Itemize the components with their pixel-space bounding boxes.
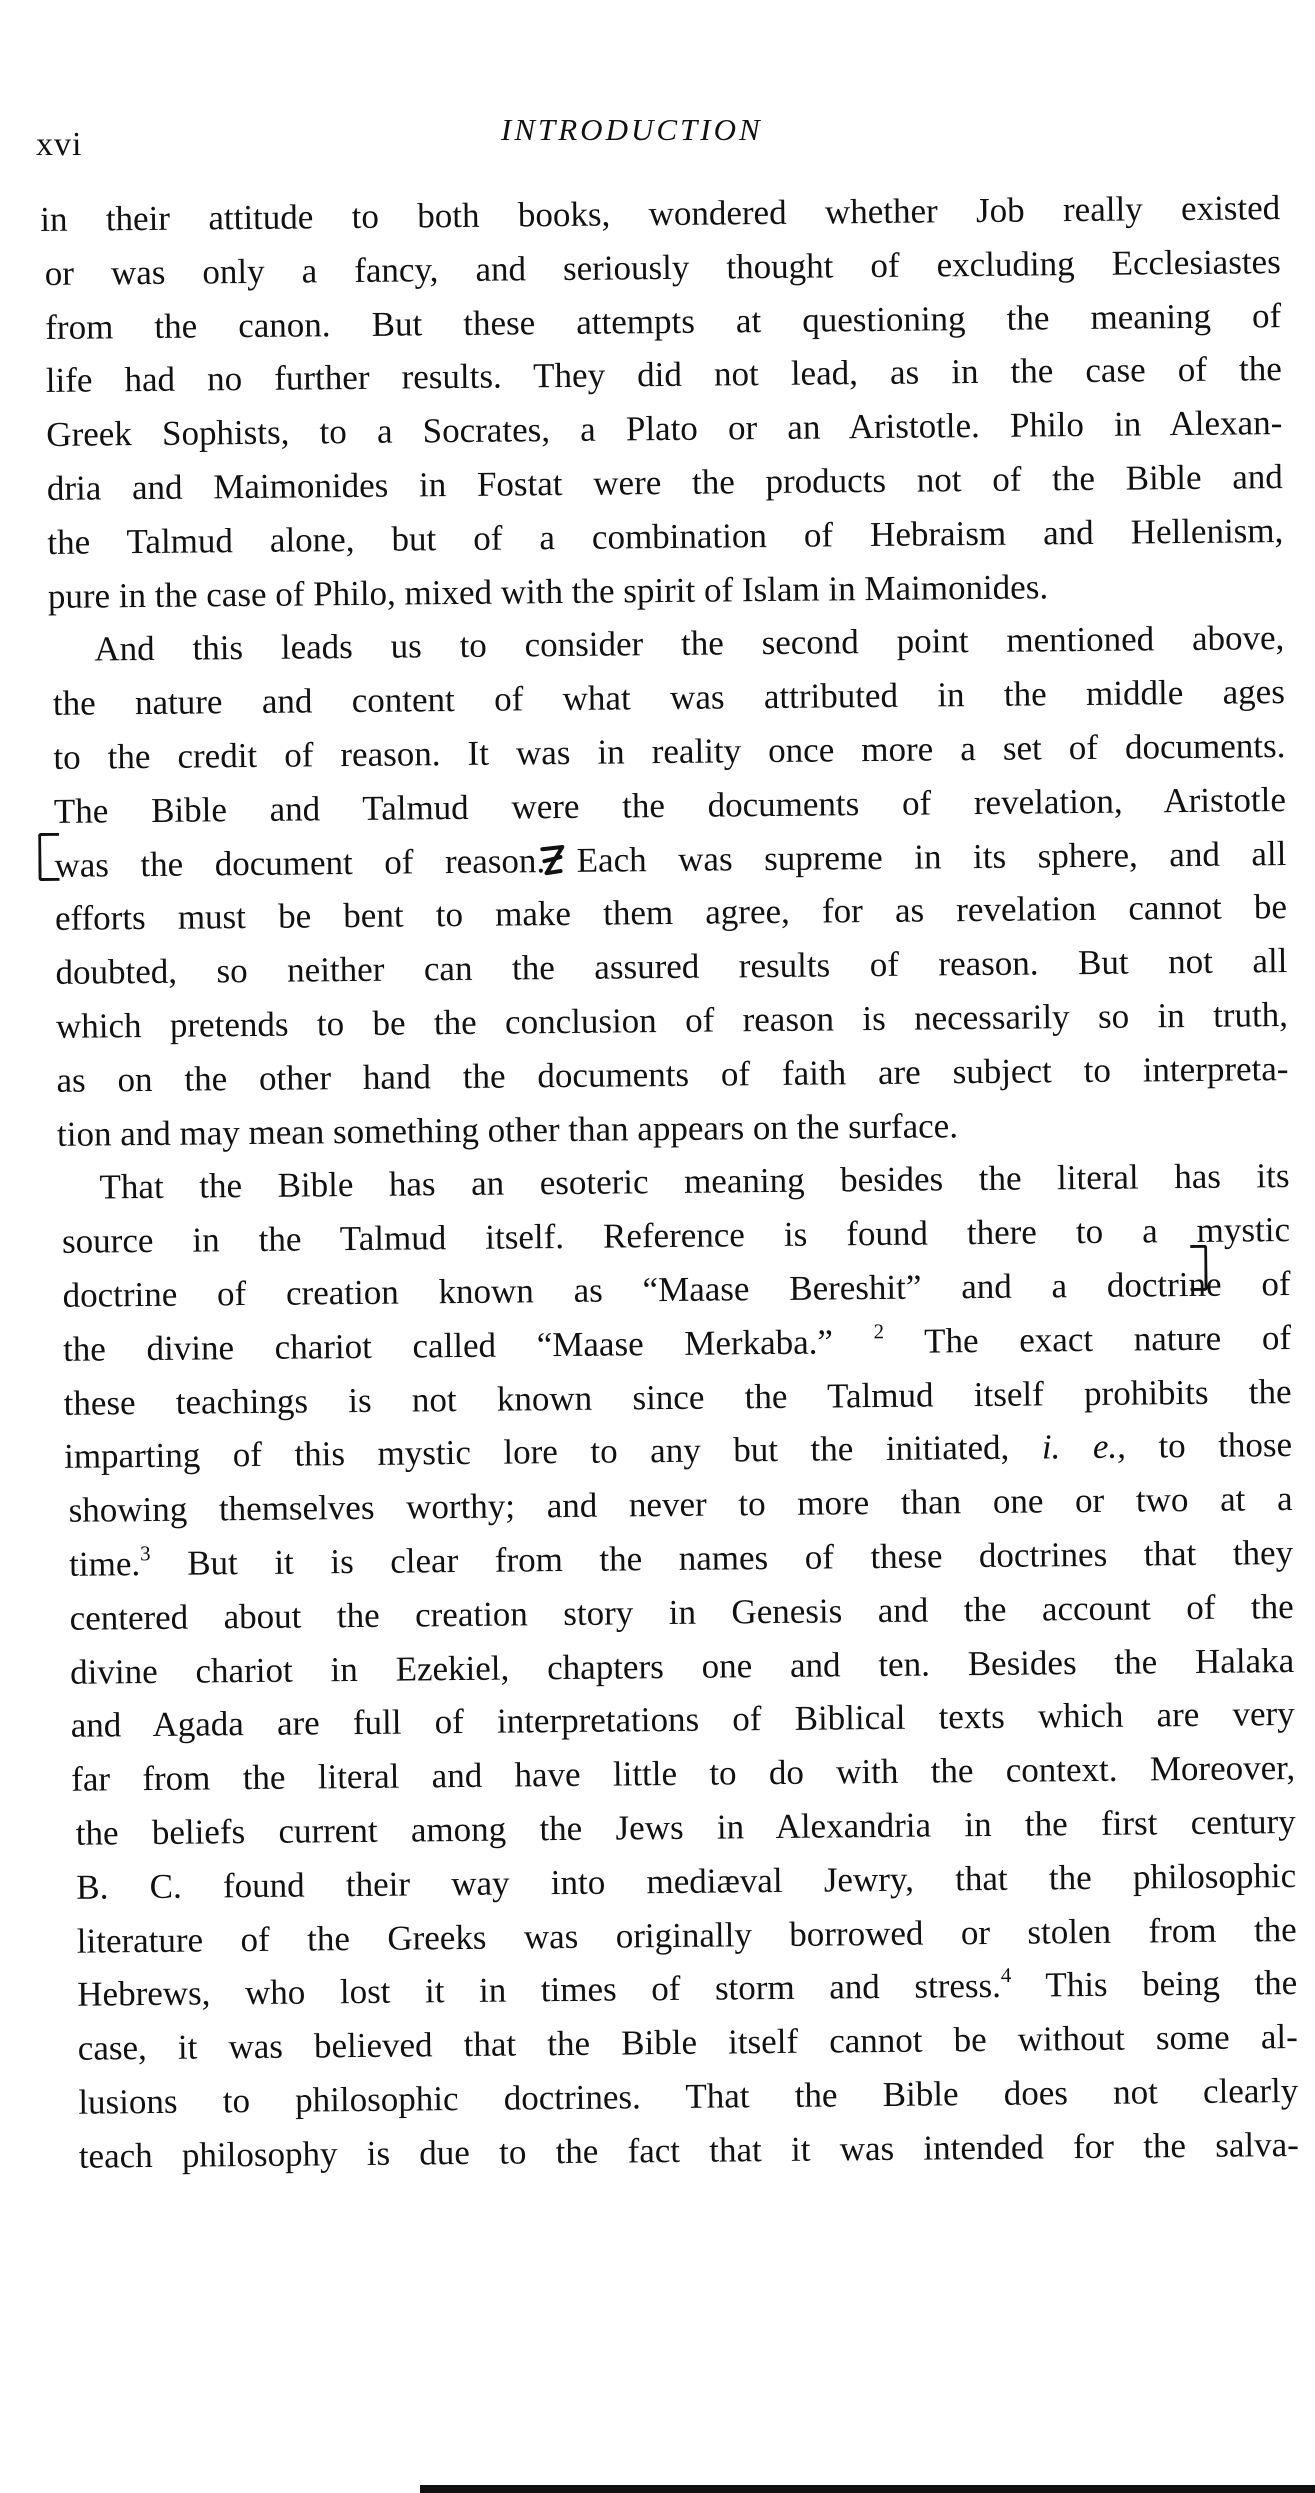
- italic-abbreviation: i. e.,: [1041, 1426, 1127, 1467]
- text-line: in their attitude to both books, wondered whether Job really existed: [40, 188, 1281, 239]
- text-line: the beliefs current among the Jews in Alexandria in the first century: [75, 1801, 1296, 1853]
- text-line: dria and Maimonides in Fostat were the products not of the Bible and: [46, 457, 1283, 508]
- text-line: divine chariot in Ezekiel, chapters one and ten. Besides the Halaka: [70, 1640, 1295, 1692]
- text-line: as on the other hand the documents of faith are subject to interpreta-: [56, 1048, 1289, 1100]
- text-line: the nature and content of what was attributed in the middle ages: [52, 672, 1286, 724]
- footnote-ref: 2: [873, 1318, 885, 1344]
- text-line: far from the literal and have little to do with the context. Moreover,: [71, 1748, 1296, 1799]
- text-line: and Agada are full of interpretations of Biblical texts which are very: [70, 1694, 1295, 1746]
- text-line: to the credit of reason. It was in reality once more a set of documents.: [53, 726, 1286, 777]
- text-line: doubted, so neither can the assured results of reason. But not all: [55, 941, 1288, 993]
- text-line: pure in the case of Philo, mixed with the spirit of Islam in Maimonides.: [47, 566, 1049, 616]
- text-line: tion and may mean something other than appears on the surface.: [56, 1105, 959, 1154]
- text-line: which pretends to be the conclusion of reason is necessarily so in truth,: [55, 995, 1289, 1046]
- page-header: [36, 112, 1276, 162]
- text-segment: imparting of this mystic lore to any but the initiated,: [63, 1428, 1010, 1477]
- text-line: Greek Sophists, to a Socrates, a Plato or an Aristotle. Philo in Alexan-: [46, 403, 1283, 455]
- paragraph-first-line: And this leads us to consider the second point mentioned above,: [94, 618, 1285, 669]
- text-line: was the document of reason. Each was supreme in its sphere, and all: [54, 833, 1287, 885]
- text-segment: But it is clear from the names of these doctrines that they: [187, 1532, 1294, 1583]
- text-line: B. C. found their way into mediæval Jewry, that the philosophic: [76, 1855, 1297, 1907]
- text-line: efforts must be bent to make them agree, for as revelation cannot be: [54, 887, 1288, 939]
- handwritten-open-bracket: [38, 833, 59, 881]
- text-segment: to those: [1158, 1425, 1293, 1466]
- text-line: teach philosophy is due to the fact that it was intended for the salva-: [78, 2124, 1299, 2176]
- handwritten-close-bracket: [1190, 1245, 1207, 1291]
- paragraph-first-line: That the Bible has an esoteric meaning besides the literal has its: [99, 1156, 1290, 1207]
- handwritten-mark-icon: [538, 843, 566, 877]
- text-segment: time.: [68, 1544, 141, 1584]
- text-line: lusions to philosophic doctrines. That the Bible does not clearly: [78, 2070, 1299, 2122]
- text-segment: the divine chariot called “Maase Merkaba.”: [62, 1322, 834, 1369]
- page-number: xvi: [36, 126, 83, 163]
- text-line: The Bible and Talmud were the documents of revelation, Aristotle: [53, 779, 1287, 831]
- text-segment: Hebrews, who lost it in times of storm and stress.: [77, 1966, 1002, 2015]
- text-line: source in the Talmud itself. Reference is found there to a mystic: [61, 1210, 1291, 1261]
- text-line: or was only a fancy, and seriously thought of excluding Ecclesiastes: [44, 241, 1281, 293]
- footnote-ref: 3: [139, 1541, 151, 1566]
- text-line: literature of the Greeks was originally borrowed or stolen from the: [76, 1909, 1297, 1961]
- body-text: [40, 181, 1299, 2183]
- text-segment: The exact nature of: [923, 1317, 1292, 1361]
- text-line: from the canon. But these attempts at questioning the meaning of: [45, 295, 1282, 347]
- text-line: centered about the creation story in Genesis and the account of the: [69, 1586, 1294, 1638]
- text-line: case, it was believed that the Bible itself cannot be without some al-: [77, 2017, 1298, 2068]
- text-line: life had no further results. They did not lead, as in the case of the: [45, 349, 1282, 401]
- running-head: INTRODUCTION: [501, 112, 763, 147]
- text-line: these teachings is not known since the Talmud itself prohibits the: [63, 1371, 1292, 1423]
- text-line: doctrine of creation known as “Maase Bereshit” and a doctrine of: [62, 1263, 1291, 1315]
- text-segment: This being the: [1045, 1963, 1298, 2005]
- footnote-ref: 4: [1000, 1963, 1012, 1988]
- text-line: the Talmud alone, but of a combination of Hebraism and Hellenism,: [47, 510, 1284, 562]
- scan-edge: [420, 2485, 1315, 2493]
- text-line: showing themselves worthy; and never to more than one or two at a: [68, 1479, 1293, 1530]
